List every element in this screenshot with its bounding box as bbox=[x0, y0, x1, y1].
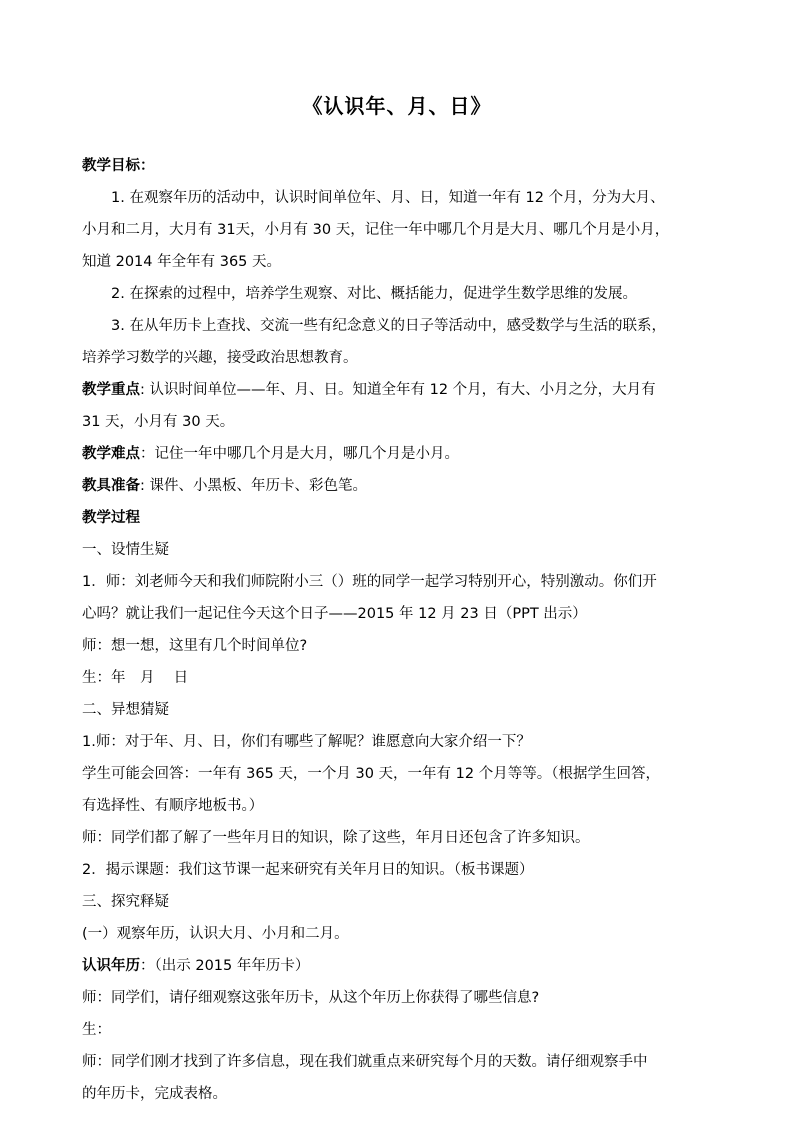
process-line: 师：想一想，这里有几个时间单位? bbox=[82, 638, 308, 654]
process-line: 学生可能会回答：一年有 365 天，一个月 30 天，一年有 12 个月等等。（根据学生回答， bbox=[82, 766, 660, 782]
calendar-line bbox=[82, 950, 714, 982]
materials-text: : 课件、小黑板、年历卡、彩色笔。 bbox=[140, 478, 367, 494]
process-line: 有选择性、有顺序地板书。） bbox=[82, 798, 264, 814]
process-line: (一）观察年历，认识大月、小月和二月。 bbox=[82, 926, 349, 942]
key-point-line-1 bbox=[82, 374, 714, 406]
process-line: 师：同学们都了解了一些年月日的知识，除了这些，年月日还包含了许多知识。 bbox=[82, 830, 590, 846]
key-point-line-2: 31 天，小月有 30 天。 bbox=[82, 414, 235, 430]
objective-1-line-3: 知道 2014 年全年有 365 天。 bbox=[82, 254, 282, 270]
objectives-heading: 教学目标： bbox=[82, 158, 155, 174]
objective-2: 2. 在探索的过程中，培养学生观察、对比、概括能力，促进学生数学思维的发展。 bbox=[111, 286, 637, 302]
process-line: 师：同学们，请仔细观察这张年历卡，从这个年历上你获得了哪些信息? bbox=[82, 990, 540, 1006]
key-point-label: 教学重点 bbox=[82, 382, 140, 398]
materials-line bbox=[82, 470, 714, 502]
process-line: 1.师：对于年、月、日，你们有哪些了解呢？谁愿意向大家介绍一下？ bbox=[82, 734, 531, 750]
key-point-text: : 认识时间单位——年、月、日。知道全年有 12 个月，有大、小月之分，大月有 bbox=[140, 382, 656, 398]
calendar-label: 认识年历 bbox=[82, 958, 140, 974]
process-heading: 教学过程 bbox=[82, 510, 140, 526]
process-line: 生：年 月 日 bbox=[82, 670, 189, 686]
objective-3-line-1: 3. 在从年历卡上查找、交流一些有纪念意义的日子等活动中，感受数学与生活的联系， bbox=[111, 318, 666, 334]
calendar-text: ：（出示 2015 年年历卡） bbox=[140, 958, 310, 974]
materials-label: 教具准备 bbox=[82, 478, 140, 494]
process-line: 1．师：刘老师今天和我们师院附小三（）班的同学一起学习特别开心，特别激动。你们开 bbox=[82, 574, 657, 590]
process-line: 一、设情生疑 bbox=[82, 542, 169, 558]
objective-3-line-2: 培养学习数学的兴趣，接受政治思想教育。 bbox=[82, 350, 358, 366]
process-line: 二、异想猜疑 bbox=[82, 702, 169, 718]
process-line: 生： bbox=[82, 1022, 111, 1038]
difficulty-label: 教学难点 bbox=[82, 446, 140, 462]
process-line: 三、探究释疑 bbox=[82, 894, 169, 910]
difficulty-text: ：记住一年中哪几个月是大月，哪几个月是小月。 bbox=[140, 446, 459, 462]
process-line: 师：同学们刚才找到了许多信息，现在我们就重点来研究每个月的天数。请仔细观察手中 bbox=[82, 1054, 648, 1070]
objective-1-line-1: 1. 在观察年历的活动中，认识时间单位年、月、日，知道一年有 12 个月，分为大月、 bbox=[111, 190, 665, 206]
process-line: 的年历卡，完成表格。 bbox=[82, 1086, 227, 1102]
objective-1-line-2: 小月和二月，大月有 31天，小月有 30 天，记住一年中哪几个月是大月、哪几个月是小月， bbox=[82, 222, 670, 238]
page-title: 《认识年、月、日》 bbox=[302, 94, 492, 118]
difficulty-line bbox=[82, 438, 714, 470]
process-line: 2．揭示课题：我们这节课一起来研究有关年月日的知识。（板书课题） bbox=[82, 862, 534, 878]
document-body bbox=[82, 150, 714, 1110]
process-line: 心吗？就让我们一起记住今天这个日子——2015 年 12 月 23 日（PPT 出示） bbox=[82, 606, 587, 622]
